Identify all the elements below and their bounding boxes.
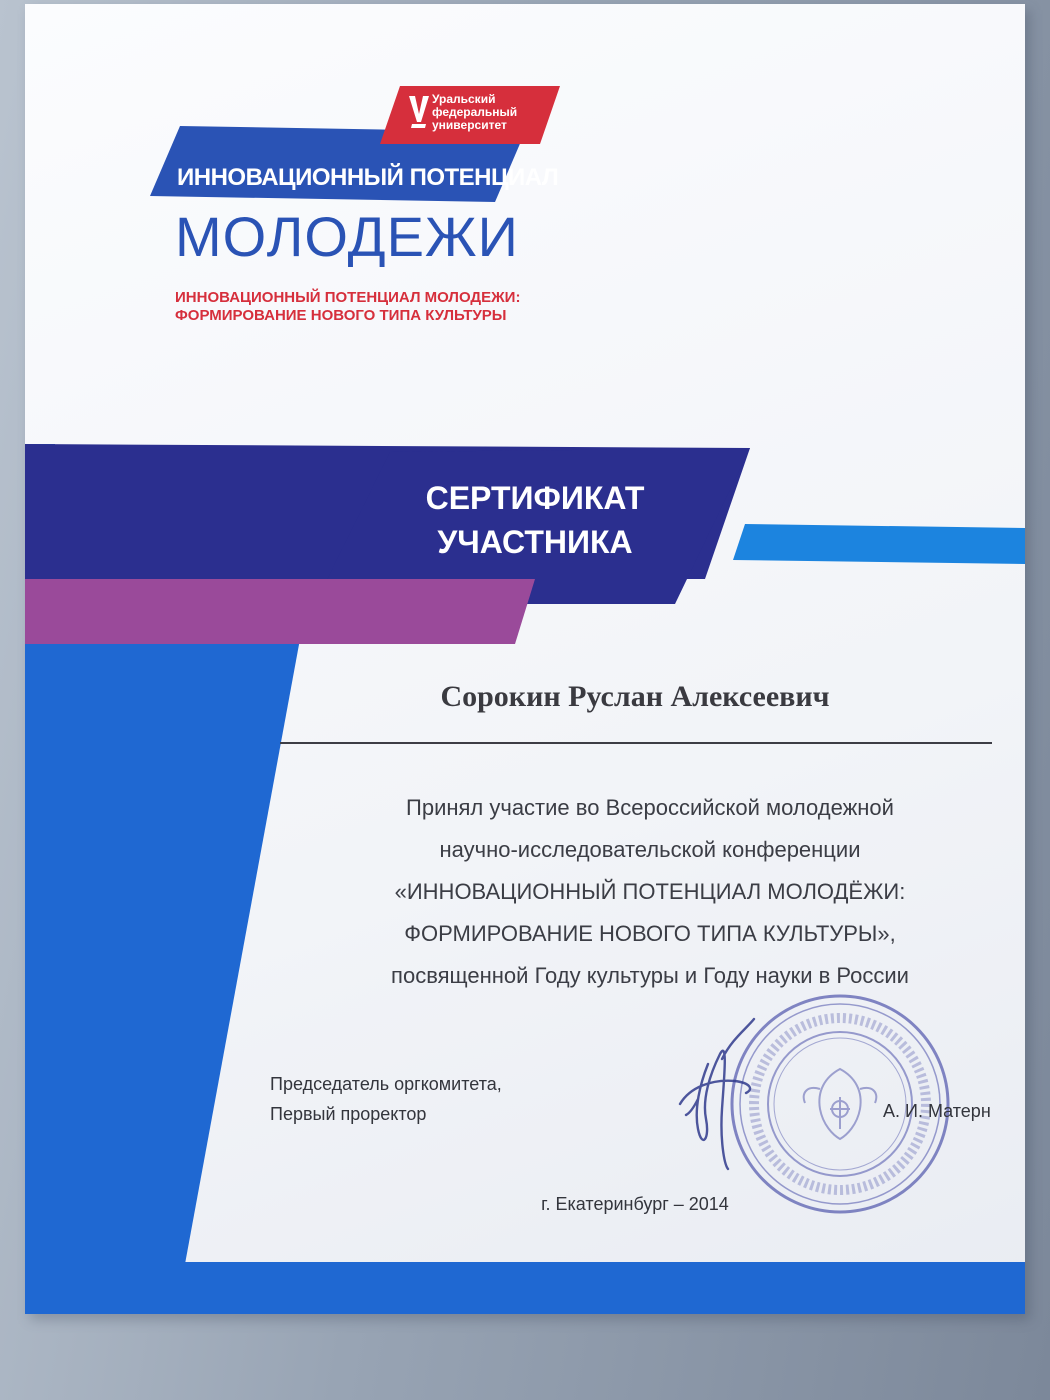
certificate-body — [300, 787, 1000, 997]
body-line: научно-исследовательской конференции — [439, 837, 861, 862]
urfu-logo-icon — [406, 92, 432, 132]
signer-role-line: Председатель оргкомитета, — [270, 1074, 502, 1094]
certificate-title-line: УЧАСТНИКА — [437, 524, 633, 560]
header-subtitle-line: ИННОВАЦИОННЫЙ ПОТЕНЦИАЛ МОЛОДЕЖИ: — [175, 289, 521, 306]
header-subtitle-line: ФОРМИРОВАНИЕ НОВОГО ТИПА КУЛЬТУРЫ — [175, 307, 507, 324]
left-blue-field — [25, 639, 300, 1264]
certificate-title-line: СЕРТИФИКАТ — [425, 480, 645, 516]
header-subtitle — [175, 289, 520, 325]
signer-role-line: Первый проректор — [270, 1104, 427, 1124]
handwritten-signature — [650, 989, 780, 1179]
right-stripe — [733, 524, 1025, 564]
recipient-underline — [280, 742, 992, 744]
university-name-line: Уральский — [432, 92, 496, 106]
certificate-title — [385, 476, 685, 564]
bottom-band — [25, 1262, 1025, 1314]
signer-role — [270, 1069, 502, 1129]
body-line: посвященной Году культуры и Году науки в России — [391, 963, 909, 988]
body-line: Принял участие во Всероссийской молодежной — [406, 795, 894, 820]
signer-name: А. И. Матерн — [883, 1101, 991, 1121]
university-name — [432, 93, 552, 132]
university-name-line: университет — [432, 118, 507, 132]
certificate-sheet — [25, 4, 1025, 1314]
header-title: МОЛОДЕЖИ — [175, 205, 519, 268]
recipient-name: Сорокин Руслан Алексеевич — [440, 680, 830, 713]
magenta-band — [25, 579, 535, 644]
body-line: ФОРМИРОВАНИЕ НОВОГО ТИПА КУЛЬТУРЫ», — [404, 921, 896, 946]
university-name-line: федеральный — [432, 105, 518, 119]
body-line: «ИННОВАЦИОННЫЙ ПОТЕНЦИАЛ МОЛОДЁЖИ: — [394, 879, 906, 904]
city-year: г. Екатеринбург – 2014 — [541, 1194, 729, 1214]
university-logo — [370, 84, 560, 144]
header-banner-text: ИННОВАЦИОННЫЙ ПОТЕНЦИАЛ — [177, 164, 559, 191]
